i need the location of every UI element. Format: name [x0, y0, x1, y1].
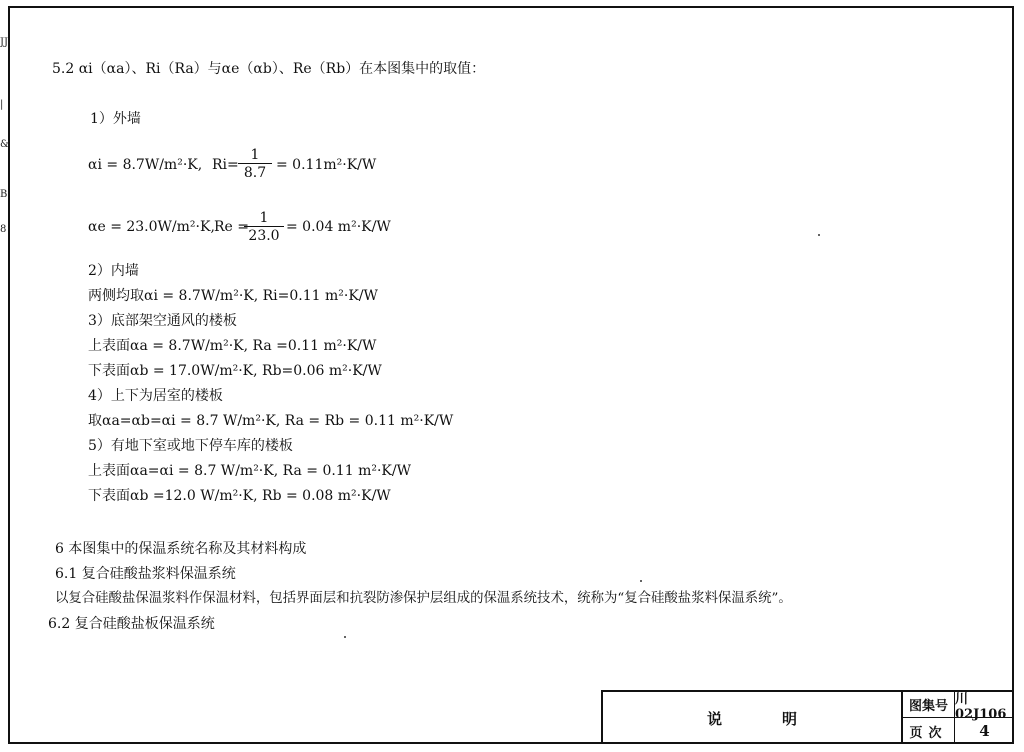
binding-mark: | [0, 99, 4, 110]
binding-mark: & [0, 139, 9, 150]
basement-floor-lower: 下表面αb =12.0 W/m²·K, Rb = 0.08 m²·K/W [88, 488, 391, 504]
basement-floor-upper: 上表面αa=αi = 8.7 W/m²·K, Ra = 0.11 m²·K/W [88, 463, 411, 479]
outer-wall-ri-value: = 0.11m²·K/W [276, 157, 377, 173]
basement-floor-heading: 5）有地下室或地下停车库的楼板 [88, 438, 293, 454]
drawing-title: 说明 [603, 692, 903, 744]
ventilated-floor-lower: 下表面αb = 17.0W/m²·K, Rb=0.06 m²·K/W [88, 363, 382, 379]
section-6-1-heading: 6.1 复合硅酸盐浆料保温系统 [55, 566, 236, 582]
title-block [601, 690, 1014, 744]
atlas-number: 川02J106 [955, 692, 1014, 718]
outer-wall-alpha-e: αe = 23.0W/m²·K, [88, 219, 215, 235]
section-6-2-heading: 6.2 复合硅酸盐板保温系统 [48, 616, 215, 632]
inner-wall-heading: 2）内墙 [88, 263, 139, 279]
re-numerator: 1 [244, 210, 284, 227]
living-floor-values: 取αa=αb=αi = 8.7 W/m²·K, Ra = Rb = 0.11 m²·K/W [88, 413, 454, 429]
re-denominator: 23.0 [248, 228, 280, 244]
scan-speck [640, 580, 642, 582]
inner-wall-values: 两侧均取αi = 8.7W/m²·K, Ri=0.11 m²·K/W [88, 288, 378, 304]
outer-wall-re-value: = 0.04 m²·K/W [286, 219, 391, 235]
scan-speck [818, 234, 820, 236]
outer-wall-alpha-i: αi = 8.7W/m²·K, [88, 157, 203, 173]
outer-wall-heading: 1）外墙 [90, 111, 141, 127]
outer-wall-ri-fraction [238, 147, 272, 181]
outer-wall-re-fraction [244, 210, 284, 244]
page-number: 4 [979, 722, 990, 740]
scan-speck [344, 636, 346, 638]
page-number-label: 页次 [903, 718, 955, 744]
binding-mark: JJ [0, 37, 9, 48]
atlas-number-label: 图集号 [903, 692, 955, 718]
outer-wall-ri-label: Ri= [212, 157, 239, 173]
section-5-2-heading: 5.2 αi（αa）、Ri（Ra）与αe（αb）、Re（Rb）在本图集中的取值： [52, 61, 486, 77]
ri-numerator: 1 [238, 147, 272, 164]
section-6-heading: 6 本图集中的保温系统名称及其材料构成 [55, 541, 307, 557]
ventilated-floor-upper: 上表面αa = 8.7W/m²·K, Ra =0.11 m²·K/W [88, 338, 377, 354]
section-6-1-body: 以复合硅酸盐保温浆料作保温材料，包括界面层和抗裂防渗保护层组成的保温系统技术，统称为“复合硅酸盐浆料保温系统”。 [55, 591, 792, 606]
outer-wall-re-label: Re = [214, 219, 250, 235]
binding-mark: 8 [0, 224, 7, 235]
ventilated-floor-heading: 3）底部架空通风的楼板 [88, 313, 237, 329]
binding-mark: B [0, 189, 8, 200]
binding-edge [0, 0, 8, 752]
ri-denominator: 8.7 [243, 165, 267, 181]
living-floor-heading: 4）上下为居室的楼板 [88, 388, 223, 404]
